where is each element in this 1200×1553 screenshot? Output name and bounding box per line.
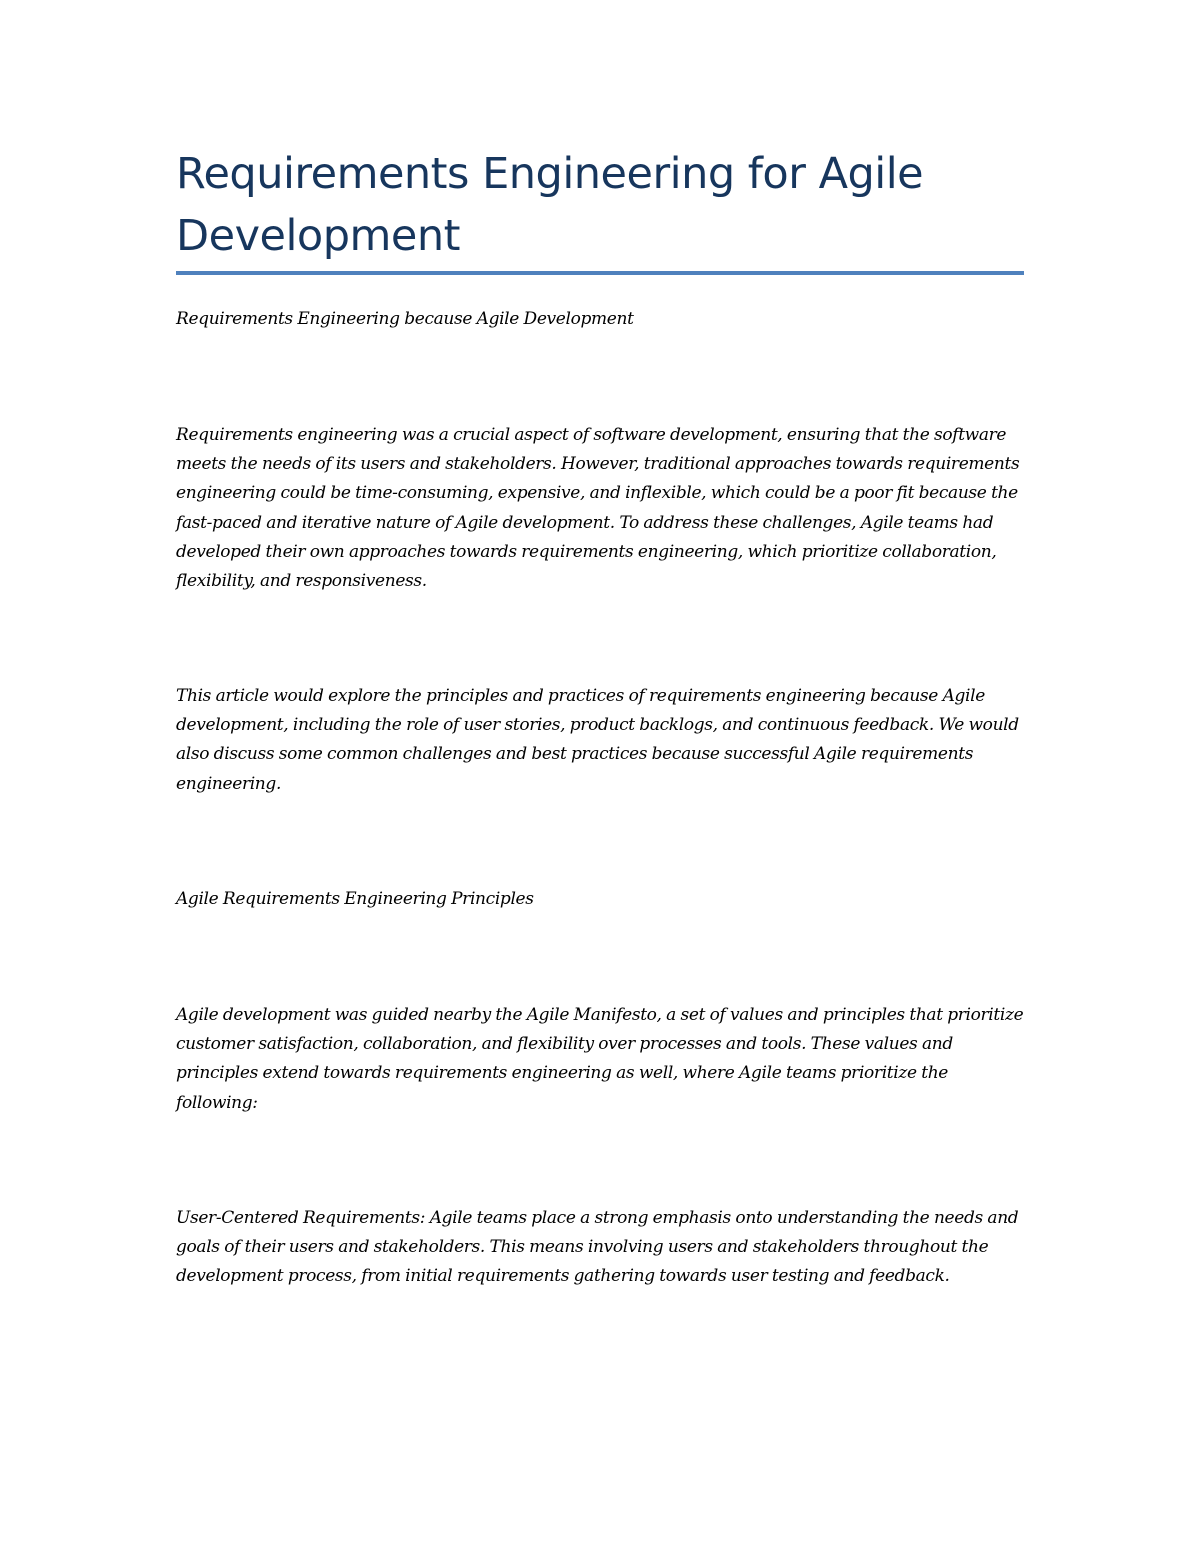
article-overview-paragraph: This article would explore the principles and practices of requirements engineering because Agile development, including the role of user stories, product backlogs, and continuous feedback. We would also discuss some common challenges and best practices because successful Agile requirements engineering. — [176, 686, 1019, 794]
section-heading-principles: Agile Requirements Engineering Principles — [176, 889, 534, 909]
intro-paragraph: Requirements engineering was a crucial aspect of software development, ensuring that the software meets the needs of its users and stakeholders. However, traditional approaches towards requirements engineering could be time-consuming, expensive, and inflexible, which could be a poor fit because the fast-paced and iterative nature of Agile development. To address these challenges, Agile teams had developed their own approaches towards requirements engineering, which prioritize collaboration, flexibility, and responsiveness. — [176, 425, 1020, 592]
title-underline-rule — [176, 271, 1024, 275]
document-title: Requirements Engineering for Agile Development — [176, 149, 924, 261]
manifesto-paragraph: Agile development was guided nearby the Agile Manifesto, a set of values and principles that prioritize customer satisfaction, collaboration, and flexibility over processes and tools. These values and principles extend towards requirements engineering as well, where Agile teams prioritize the following: — [176, 1005, 1024, 1113]
user-centered-paragraph: User-Centered Requirements: Agile teams place a strong emphasis onto understanding the needs and goals of their users and stakeholders. This means involving users and stakeholders throughout the development process, from initial requirements gathering towards user testing and feedback. — [176, 1208, 1019, 1287]
subtitle-paragraph: Requirements Engineering because Agile Development — [176, 309, 634, 329]
